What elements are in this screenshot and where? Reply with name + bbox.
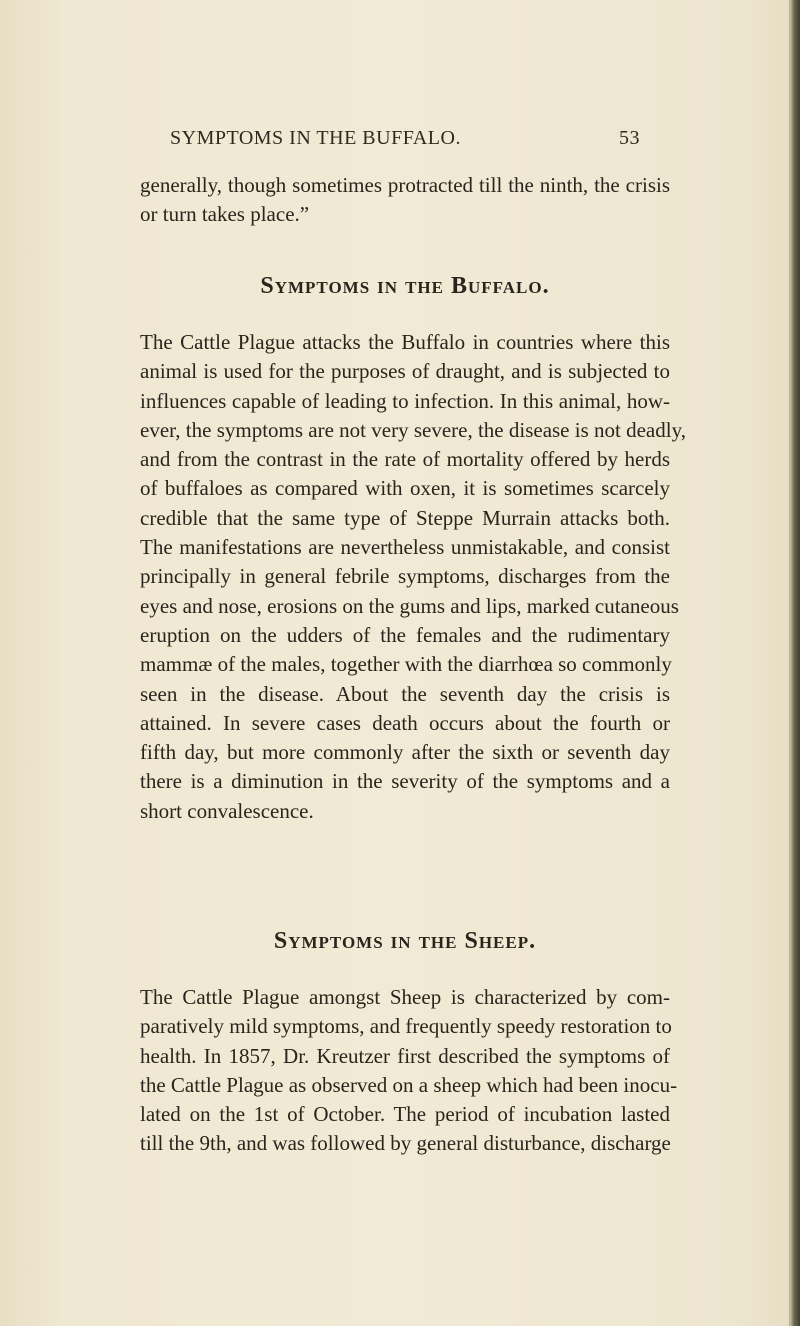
text-line: there is a diminution in the severity of the symptoms and a — [140, 769, 670, 794]
text-line: credible that the same type of Steppe Murrain attacks both. — [140, 505, 670, 530]
text-line: health. In 1857, Dr. Kreutzer first described the symptoms of — [140, 1043, 670, 1068]
text-line: fifth day, but more commonly after the sixth or seventh day — [140, 740, 670, 765]
running-head-title: SYMPTOMS IN THE BUFFALO. — [170, 127, 461, 149]
section-heading-sheep: Symptoms in the Sheep. — [273, 928, 537, 954]
text-line: principally in general febrile symptoms, discharges from the — [140, 564, 670, 589]
text-line: The Cattle Plague amongst Sheep is characterized by com- — [140, 985, 670, 1009]
intro-paragraph — [140, 171, 670, 230]
text-line: eruption on the udders of the females and the rudimentary — [140, 622, 670, 647]
section-heading-buffalo: Symptoms in the Buffalo. — [260, 273, 550, 299]
text-line: The manifestations are nevertheless unmistakable, and consist — [140, 535, 670, 560]
running-head — [170, 127, 640, 157]
text-line: till the 9th, and was followed by general disturbance, discharge — [140, 1131, 671, 1156]
text-line: influences capable of leading to infection. In this animal, how- — [140, 388, 670, 413]
sheep-paragraph — [140, 983, 678, 1159]
text-line: generally, though sometimes protracted till the ninth, the crisis — [140, 173, 670, 197]
text-line: or turn takes place.” — [140, 202, 310, 227]
text-line: and from the contrast in the rate of mortality offered by herds — [140, 447, 670, 472]
text-line: mammæ of the males, together with the diarrhœa so commonly — [140, 652, 672, 677]
scanned-page-edge — [790, 0, 800, 1326]
text-line: of buffaloes as compared with oxen, it is sometimes scarcely — [140, 476, 670, 501]
text-line: eyes and nose, erosions on the gums and lips, marked cutaneous — [140, 593, 679, 618]
text-line: ever, the symptoms are not very severe, the disease is not deadly, — [140, 417, 686, 442]
text-line: seen in the disease. About the seventh day the crisis is — [140, 681, 670, 706]
text-line: paratively mild symptoms, and frequently speedy restoration to — [140, 1014, 672, 1039]
text-line: The Cattle Plague attacks the Buffalo in countries where this — [140, 330, 670, 354]
text-line: short convalescence. — [140, 798, 314, 823]
buffalo-paragraph — [140, 328, 686, 826]
text-line: the Cattle Plague as observed on a sheep which had been inocu- — [140, 1072, 678, 1097]
page-number: 53 — [619, 127, 640, 149]
text-line: lated on the 1st of October. The period of incubation lasted — [140, 1102, 670, 1127]
text-line: attained. In severe cases death occurs about the fourth or — [140, 710, 670, 735]
text-line: animal is used for the purposes of draught, and is subjected to — [140, 359, 670, 384]
